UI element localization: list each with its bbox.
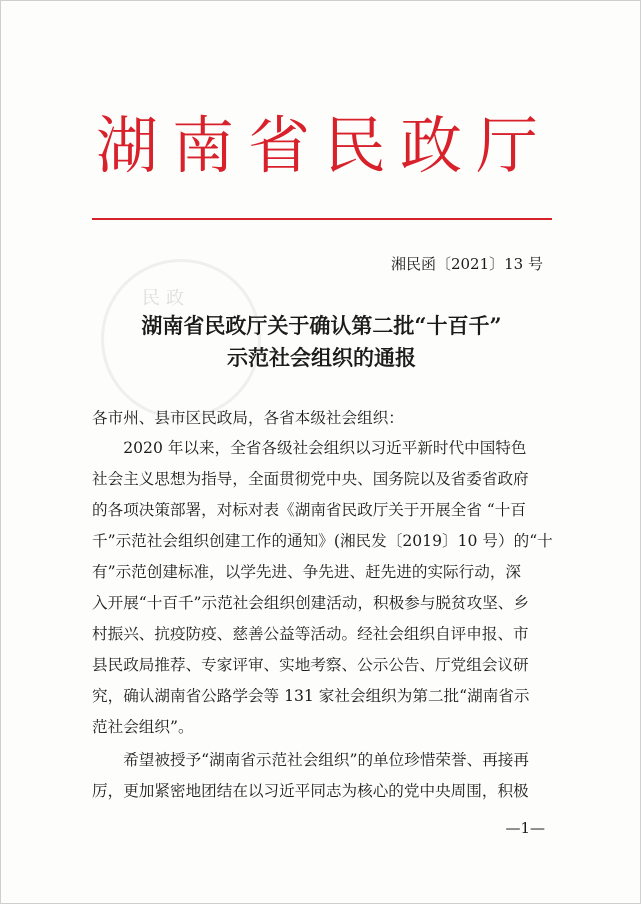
body-line: 村振兴、抗疫防疫、慈善公益等活动。经社会组织自评申报、市 [92, 625, 529, 643]
body-line: 希望被授予“湖南省示范社会组织”的单位珍惜荣誉、再接再 [92, 751, 529, 769]
body-line: 厉，更加紧密地团结在以习近平同志为核心的党中央周围，积极 [92, 782, 529, 800]
body-line: 有”示范创建标准，以学先进、争先进、赶先进的实际行动，深 [92, 563, 522, 581]
body-line: 究，确认湖南省公路学会等 131 家社会组织为第二批“湖南省示 [92, 687, 530, 705]
body-line: 千”示范社会组织创建工作的通知》(湘民发〔2019〕10 号）的“十 [92, 532, 553, 550]
seal-text: 民政 [142, 288, 190, 309]
document-number: 湘民函〔2021〕13 号 [390, 255, 543, 273]
body-line: 的各项决策部署，对标对表《湖南省民政厅关于开展全省 “十百 [92, 501, 526, 519]
notice-title-line-1: 湖南省民政厅关于确认第二批“十百千” [141, 313, 502, 338]
body-line: 社会主义思想为指导，全面贯彻党中央、国务院以及省委省政府 [92, 470, 529, 488]
body-line: 县民政局推荐、专家评审、实地考察、公示公告、厅党组会议研 [92, 656, 529, 674]
body-line: 范社会组织”。 [92, 718, 194, 736]
page-number: —1— [505, 819, 545, 837]
notice-title-line-2: 示范社会组织的通报 [227, 345, 416, 370]
agency-header-title: 湖南省民政厅 [96, 109, 553, 182]
body-line: 2020 年以来，全省各级社会组织以习近平新时代中国特色 [92, 439, 527, 457]
salutation: 各市州、县市区民政局，各省本级社会组织： [92, 409, 404, 427]
red-divider-line [92, 218, 552, 220]
body-line: 入开展“十百千”示范社会组织创建活动，积极参与脱贫攻坚、乡 [92, 594, 529, 612]
